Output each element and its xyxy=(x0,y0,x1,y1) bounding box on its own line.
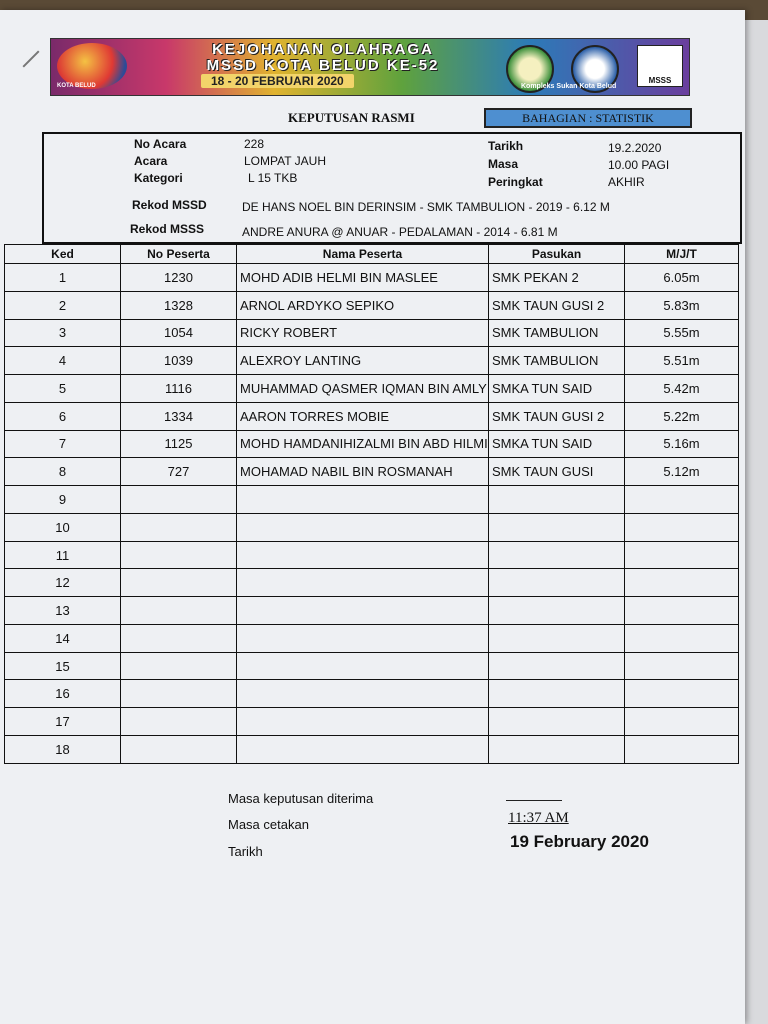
mjt-cell xyxy=(625,708,739,736)
no-peserta-cell: 1039 xyxy=(121,347,237,375)
table-row xyxy=(5,541,739,569)
pasukan-cell: SMK PEKAN 2 xyxy=(489,264,625,292)
no-acara-value: 228 xyxy=(244,137,265,151)
ked-cell: 17 xyxy=(5,708,121,736)
table-row xyxy=(5,347,739,375)
table-row xyxy=(5,680,739,708)
col-header-mjt: M/J/T xyxy=(625,245,739,264)
ked-cell: 6 xyxy=(5,402,121,430)
mjt-cell xyxy=(625,513,739,541)
nama-peserta-cell xyxy=(237,513,489,541)
col-header-nama-peserta: Nama Peserta xyxy=(237,245,489,264)
nama-peserta-cell: MUHAMMAD QASMER IQMAN BIN AMLY xyxy=(237,375,489,403)
pasukan-cell xyxy=(489,597,625,625)
peringkat-label: Peringkat xyxy=(488,175,543,189)
no-peserta-cell xyxy=(121,597,237,625)
nama-peserta-cell xyxy=(237,624,489,652)
rekod-msss-label: Rekod MSSS xyxy=(130,222,205,236)
mjt-cell xyxy=(625,541,739,569)
no-peserta-cell: 1230 xyxy=(121,264,237,292)
col-header-no-peserta: No Peserta xyxy=(121,245,237,264)
kategori-label: Kategori xyxy=(134,171,183,185)
printed-time-value: 11:37 AM xyxy=(508,810,569,826)
table-row xyxy=(5,402,739,430)
pasukan-cell xyxy=(489,486,625,514)
table-row xyxy=(5,319,739,347)
table-row xyxy=(5,624,739,652)
printed-time-label: Masa cetakan xyxy=(228,817,309,832)
no-peserta-cell: 1334 xyxy=(121,402,237,430)
section-badge: BAHAGIAN : STATISTIK xyxy=(484,108,692,128)
ked-cell: 3 xyxy=(5,319,121,347)
banner-dates: 18 - 20 FEBRUARI 2020 xyxy=(201,74,354,88)
pasukan-cell: SMK TAUN GUSI 2 xyxy=(489,291,625,319)
acara-value: LOMPAT JAUH xyxy=(244,154,327,168)
mjt-cell: 5.55m xyxy=(625,319,739,347)
ked-cell: 9 xyxy=(5,486,121,514)
ked-cell: 14 xyxy=(5,624,121,652)
pasukan-cell xyxy=(489,680,625,708)
tarikh-value: 19.2.2020 xyxy=(608,141,662,155)
no-peserta-cell: 1328 xyxy=(121,291,237,319)
nama-peserta-cell: ARNOL ARDYKO SEPIKO xyxy=(237,291,489,319)
ked-cell: 7 xyxy=(5,430,121,458)
pasukan-cell xyxy=(489,569,625,597)
mjt-cell: 5.22m xyxy=(625,402,739,430)
mjt-cell: 6.05m xyxy=(625,264,739,292)
nama-peserta-cell: RICKY ROBERT xyxy=(237,319,489,347)
table-row xyxy=(5,486,739,514)
mjt-cell: 5.42m xyxy=(625,375,739,403)
table-row xyxy=(5,264,739,292)
rekod-msss-value: ANDRE ANURA @ ANUAR - PEDALAMAN - 2014 - 6.81 M xyxy=(242,225,558,239)
table-row xyxy=(5,458,739,486)
no-peserta-cell xyxy=(121,708,237,736)
nama-peserta-cell: MOHD HAMDANIHIZALMI BIN ABD HILMI xyxy=(237,430,489,458)
col-header-ked: Ked xyxy=(5,245,121,264)
masa-value: 10.00 PAGI xyxy=(608,158,670,172)
ked-cell: 2 xyxy=(5,291,121,319)
col-header-pasukan: Pasukan xyxy=(489,245,625,264)
no-peserta-cell: 1116 xyxy=(121,375,237,403)
masa-label: Masa xyxy=(488,157,519,171)
mjt-cell xyxy=(625,680,739,708)
nama-peserta-cell xyxy=(237,486,489,514)
no-peserta-cell xyxy=(121,541,237,569)
no-peserta-cell xyxy=(121,569,237,597)
mjt-cell xyxy=(625,486,739,514)
table-row xyxy=(5,375,739,403)
results-table xyxy=(4,244,739,764)
nama-peserta-cell: AARON TORRES MOBIE xyxy=(237,402,489,430)
table-row xyxy=(5,513,739,541)
pasukan-cell xyxy=(489,513,625,541)
ked-cell: 8 xyxy=(5,458,121,486)
no-peserta-cell xyxy=(121,652,237,680)
no-peserta-cell xyxy=(121,736,237,764)
pasukan-cell xyxy=(489,624,625,652)
nama-peserta-cell xyxy=(237,569,489,597)
ked-cell: 10 xyxy=(5,513,121,541)
mjt-cell xyxy=(625,652,739,680)
mjt-cell xyxy=(625,597,739,625)
nama-peserta-cell: ALEXROY LANTING xyxy=(237,347,489,375)
mjt-cell: 5.16m xyxy=(625,430,739,458)
no-peserta-cell xyxy=(121,486,237,514)
footer-date-value: 19 February 2020 xyxy=(510,832,649,851)
no-peserta-cell xyxy=(121,624,237,652)
pasukan-cell: SMK TAUN GUSI 2 xyxy=(489,402,625,430)
mjt-cell xyxy=(625,736,739,764)
mjt-cell xyxy=(625,624,739,652)
signature-line xyxy=(506,800,562,801)
ked-cell: 4 xyxy=(5,347,121,375)
no-acara-label: No Acara xyxy=(134,137,187,151)
pasukan-cell: SMK TAMBULION xyxy=(489,347,625,375)
nama-peserta-cell: MOHAMAD NABIL BIN ROSMANAH xyxy=(237,458,489,486)
ked-cell: 15 xyxy=(5,652,121,680)
no-peserta-cell: 1125 xyxy=(121,430,237,458)
pasukan-cell: SMK TAUN GUSI xyxy=(489,458,625,486)
no-peserta-cell xyxy=(121,513,237,541)
mjt-cell xyxy=(625,569,739,597)
banner-title-line2: MSSD KOTA BELUD KE-52 xyxy=(206,57,440,74)
msss-logo: MSSS xyxy=(637,45,683,87)
nama-peserta-cell xyxy=(237,597,489,625)
pasukan-cell xyxy=(489,736,625,764)
nama-peserta-cell xyxy=(237,541,489,569)
table-row xyxy=(5,597,739,625)
pasukan-cell: SMKA TUN SAID xyxy=(489,375,625,403)
table-row xyxy=(5,569,739,597)
mjt-cell: 5.12m xyxy=(625,458,739,486)
ked-cell: 18 xyxy=(5,736,121,764)
rekod-mssd-label: Rekod MSSD xyxy=(132,198,207,212)
banner-venue: Kompleks Sukan Kota Belud xyxy=(521,83,617,90)
pasukan-cell: SMKA TUN SAID xyxy=(489,430,625,458)
ked-cell: 13 xyxy=(5,597,121,625)
table-row xyxy=(5,708,739,736)
table-row xyxy=(5,652,739,680)
mjt-cell: 5.83m xyxy=(625,291,739,319)
rekod-mssd-value: DE HANS NOEL BIN DERINSIM - SMK TAMBULION - 2019 - 6.12 M xyxy=(242,200,610,214)
acara-label: Acara xyxy=(134,154,168,168)
ked-cell: 11 xyxy=(5,541,121,569)
ked-cell: 16 xyxy=(5,680,121,708)
table-row xyxy=(5,291,739,319)
banner-title-line1: KEJOHANAN OLAHRAGA xyxy=(212,41,434,58)
table-row xyxy=(5,430,739,458)
ked-cell: 5 xyxy=(5,375,121,403)
nama-peserta-cell: MOHD ADIB HELMI BIN MASLEE xyxy=(237,264,489,292)
event-banner xyxy=(50,38,690,96)
no-peserta-cell xyxy=(121,680,237,708)
pasukan-cell xyxy=(489,652,625,680)
peringkat-value: AKHIR xyxy=(608,175,645,189)
table-header-row xyxy=(5,245,739,264)
mjt-cell: 5.51m xyxy=(625,347,739,375)
document-title: KEPUTUSAN RASMI xyxy=(288,110,415,125)
pasukan-cell xyxy=(489,541,625,569)
pasukan-cell: SMK TAMBULION xyxy=(489,319,625,347)
ked-cell: 1 xyxy=(5,264,121,292)
no-peserta-cell: 1054 xyxy=(121,319,237,347)
pasukan-cell xyxy=(489,708,625,736)
ked-cell: 12 xyxy=(5,569,121,597)
table-row xyxy=(5,736,739,764)
no-peserta-cell: 727 xyxy=(121,458,237,486)
nama-peserta-cell xyxy=(237,680,489,708)
banner-logo-text: KOTA BELUD xyxy=(57,83,96,89)
nama-peserta-cell xyxy=(237,708,489,736)
tarikh-label: Tarikh xyxy=(488,139,524,153)
nama-peserta-cell xyxy=(237,736,489,764)
event-info-box xyxy=(42,132,742,244)
received-time-label: Masa keputusan diterima xyxy=(228,791,374,806)
nama-peserta-cell xyxy=(237,652,489,680)
kategori-value: L 15 TKB xyxy=(248,171,298,185)
footer-date-label: Tarikh xyxy=(228,844,263,859)
